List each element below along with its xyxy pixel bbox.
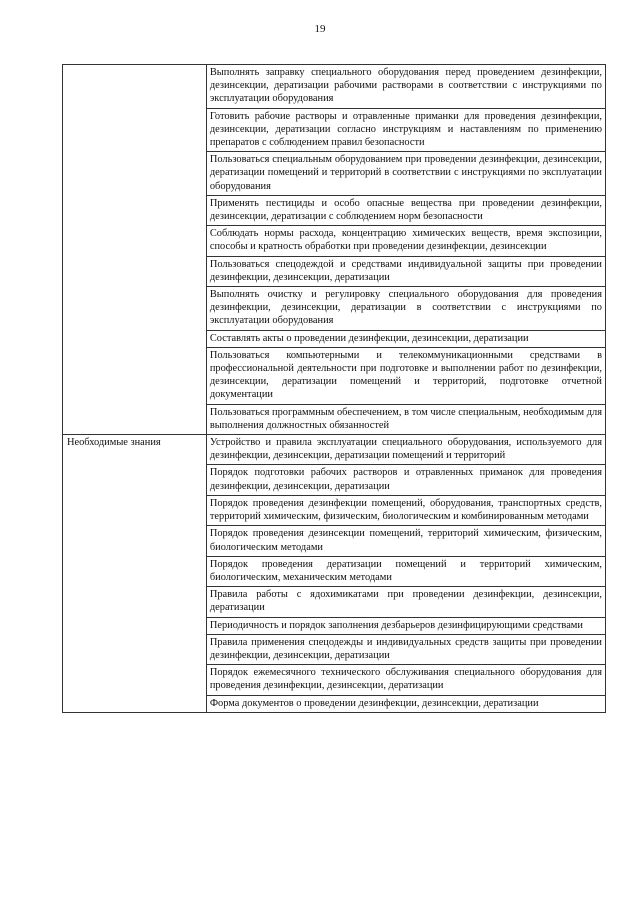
requirement-item: Правила работы с ядохимикатами при проведении дезинфекции, дезинсекции, дератизации (207, 587, 605, 617)
requirement-item: Форма документов о проведении дезинфекции, дезинсекции, дератизации (209, 697, 539, 709)
requirement-item: Порядок проведения дезинфекции помещений, оборудования, транспортных средств, территорий химическим, физическим, биологическим и комбинированным методами (207, 496, 605, 526)
requirement-item: Готовить рабочие растворы и отравленные приманки для проведения дезинфекции, дезинсекции, дератизации согласно инструкциям и наставлениям по применению препаратов с соблюдением правил безопасности (207, 109, 605, 153)
requirement-item: Составлять акты о проведении дезинфекции, дезинсекции, дератизации (207, 331, 605, 348)
requirement-item: Периодичность и порядок заполнения дезбарьеров дезинфицирующими средствами (207, 618, 605, 635)
requirements-table (62, 64, 606, 713)
requirement-item: Пользоваться компьютерными и телекоммуникационными средствами в профессиональной деятельности при подготовке и выполнении работ по дезинфекции, дезинсекции, дератизации помещений и территорий, подготовке отчетной документации (207, 348, 605, 405)
requirement-item: Применять пестициды и особо опасные вещества при проведении дезинфекции, дезинсекции, дератизации с соблюдением норм безопасности (207, 196, 605, 226)
requirement-item: Устройство и правила эксплуатации специального оборудования, используемого для дезинфекции, дезинсекции, дератизации помещений и территорий (207, 435, 605, 465)
requirement-item: Выполнять заправку специального оборудования перед проведением дезинфекции, дезинсекции, дератизации рабочими растворами в соответствии с инструкциями по эксплуатации оборудования (207, 65, 605, 109)
requirement-item: Пользоваться спецодеждой и средствами индивидуальной защиты при проведении дезинфекции, дезинсекции, дератизации (207, 257, 605, 287)
requirement-item: Порядок проведения дезинсекции помещений, территорий химическим, физическим, биологическим методами (207, 526, 605, 556)
page-number: 19 (314, 23, 326, 35)
requirement-item: Порядок ежемесячного технического обслуживания специального оборудования для проведения дезинфекции, дезинсекции, дератизации (207, 665, 605, 695)
requirement-item: Правила применения спецодежды и индивидуальных средств защиты при проведении дезинфекции, дезинсекции, дератизации (207, 635, 605, 665)
section-label (63, 65, 207, 435)
requirement-item: Порядок подготовки рабочих растворов и отравленных приманок для проведения дезинфекции, дезинсекции, дератизации (207, 465, 605, 495)
requirement-item: Пользоваться специальным оборудованием при проведении дезинфекции, дезинсекции, дератизации помещений и территорий в соответствии с инструкциями по эксплуатации оборудования (207, 152, 605, 196)
requirement-item: Порядок проведения дератизации помещений и территорий химическим, биологическим, механическим методами (207, 557, 605, 587)
section-label: Необходимые знания (63, 435, 207, 713)
requirement-item: Выполнять очистку и регулировку специального оборудования для проведения дезинфекции, дезинсекции, дератизации в соответствии с инструкциями по эксплуатации оборудования (207, 287, 605, 331)
section-row (63, 65, 606, 435)
section-items (206, 435, 605, 713)
requirement-item: Соблюдать нормы расхода, концентрацию химических веществ, время экспозиции, способы и кратность обработки при проведении дезинфекции, дезинсекции (207, 226, 605, 256)
requirement-item: Пользоваться программным обеспечением, в том числе специальным, необходимым для выполнения должностных обязанностей (209, 406, 602, 431)
section-row (63, 435, 606, 713)
section-items (206, 65, 605, 435)
